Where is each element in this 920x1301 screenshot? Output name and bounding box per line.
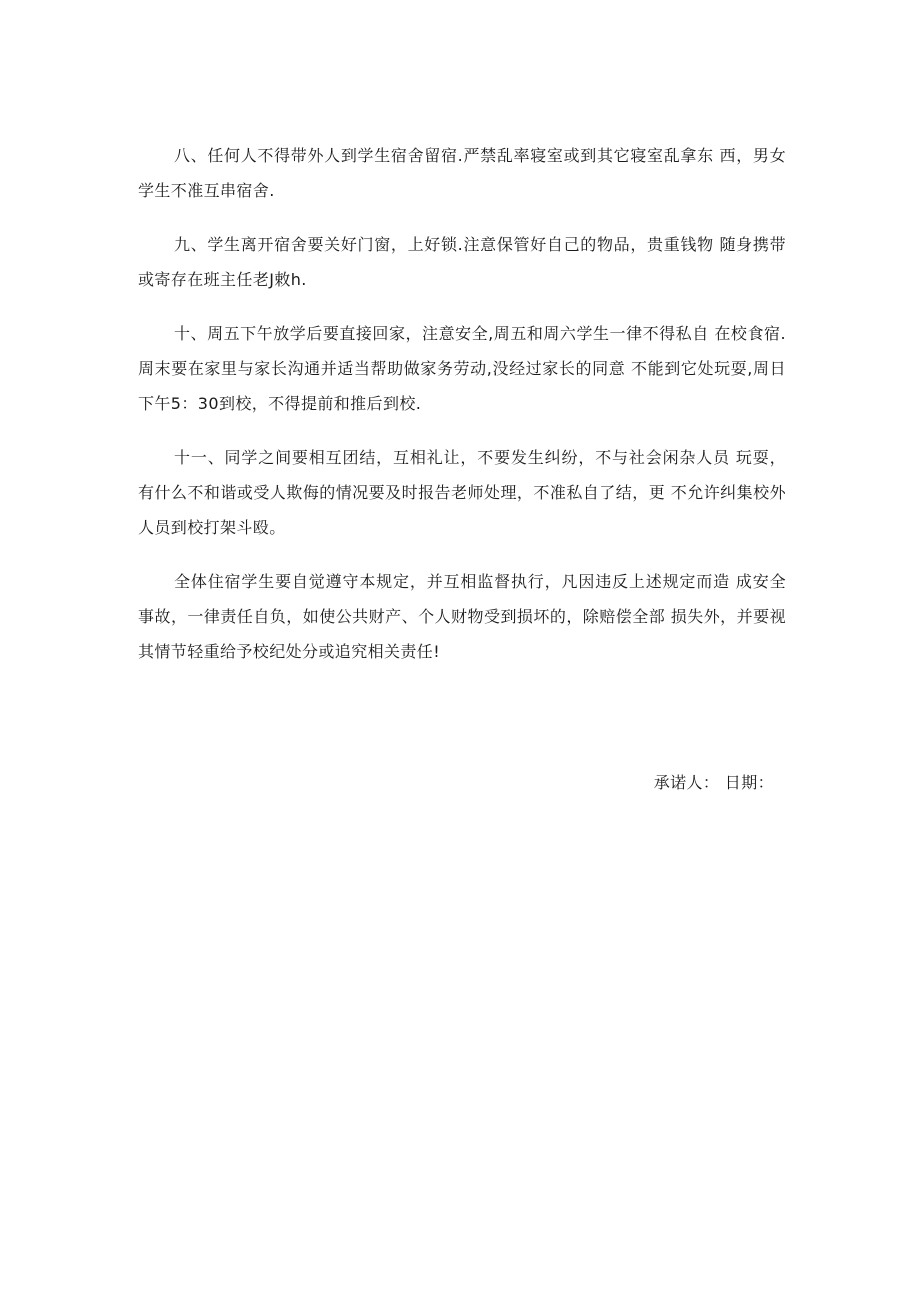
paragraph-rule-9: 九、学生离开宿舍要关好门窗，上好锁.注意保管好自己的物品，贵重钱物 随身携带或寄存在班主任老J敕h. [138,235,786,289]
paragraph-rule-8: 八、任何人不得带外人到学生宿舍留宿.严禁乱率寝室或到其它寝室乱拿东 西，男女学生不准互串宿舍. [138,146,786,200]
paragraph-conclusion: 全体住宿学生要自觉遵守本规定，并互相监督执行，凡因违反上述规定而造 成安全事故，一律责任自负，如使公共财产、个人财物受到损坏的，除赔偿全部 损失外，并要视其情节轻重给予校纪处分或追究相关责任! [138,572,786,661]
document-body [138,138,786,688]
paragraph-rule-10: 十、周五下午放学后要直接回家，注意安全,周五和周六学生一律不得私自 在校食宿.周末要在家里与家长沟通并适当帮助做家务劳动,没经过家长的同意 不能到它处玩耍,周日下午5：30到校，不得提前和推后到校. [138,324,786,413]
signature-line: 承诺人： 日期： [653,773,774,792]
paragraph-rule-11: 十一、同学之间要相互团结，互相礼让，不要发生纠纷，不与社会闲杂人员 玩耍，有什么不和谐或受人欺侮的情况要及时报告老师处理，不准私自了结，更 不允许纠集校外人员到校打架斗殴。 [138,448,786,537]
